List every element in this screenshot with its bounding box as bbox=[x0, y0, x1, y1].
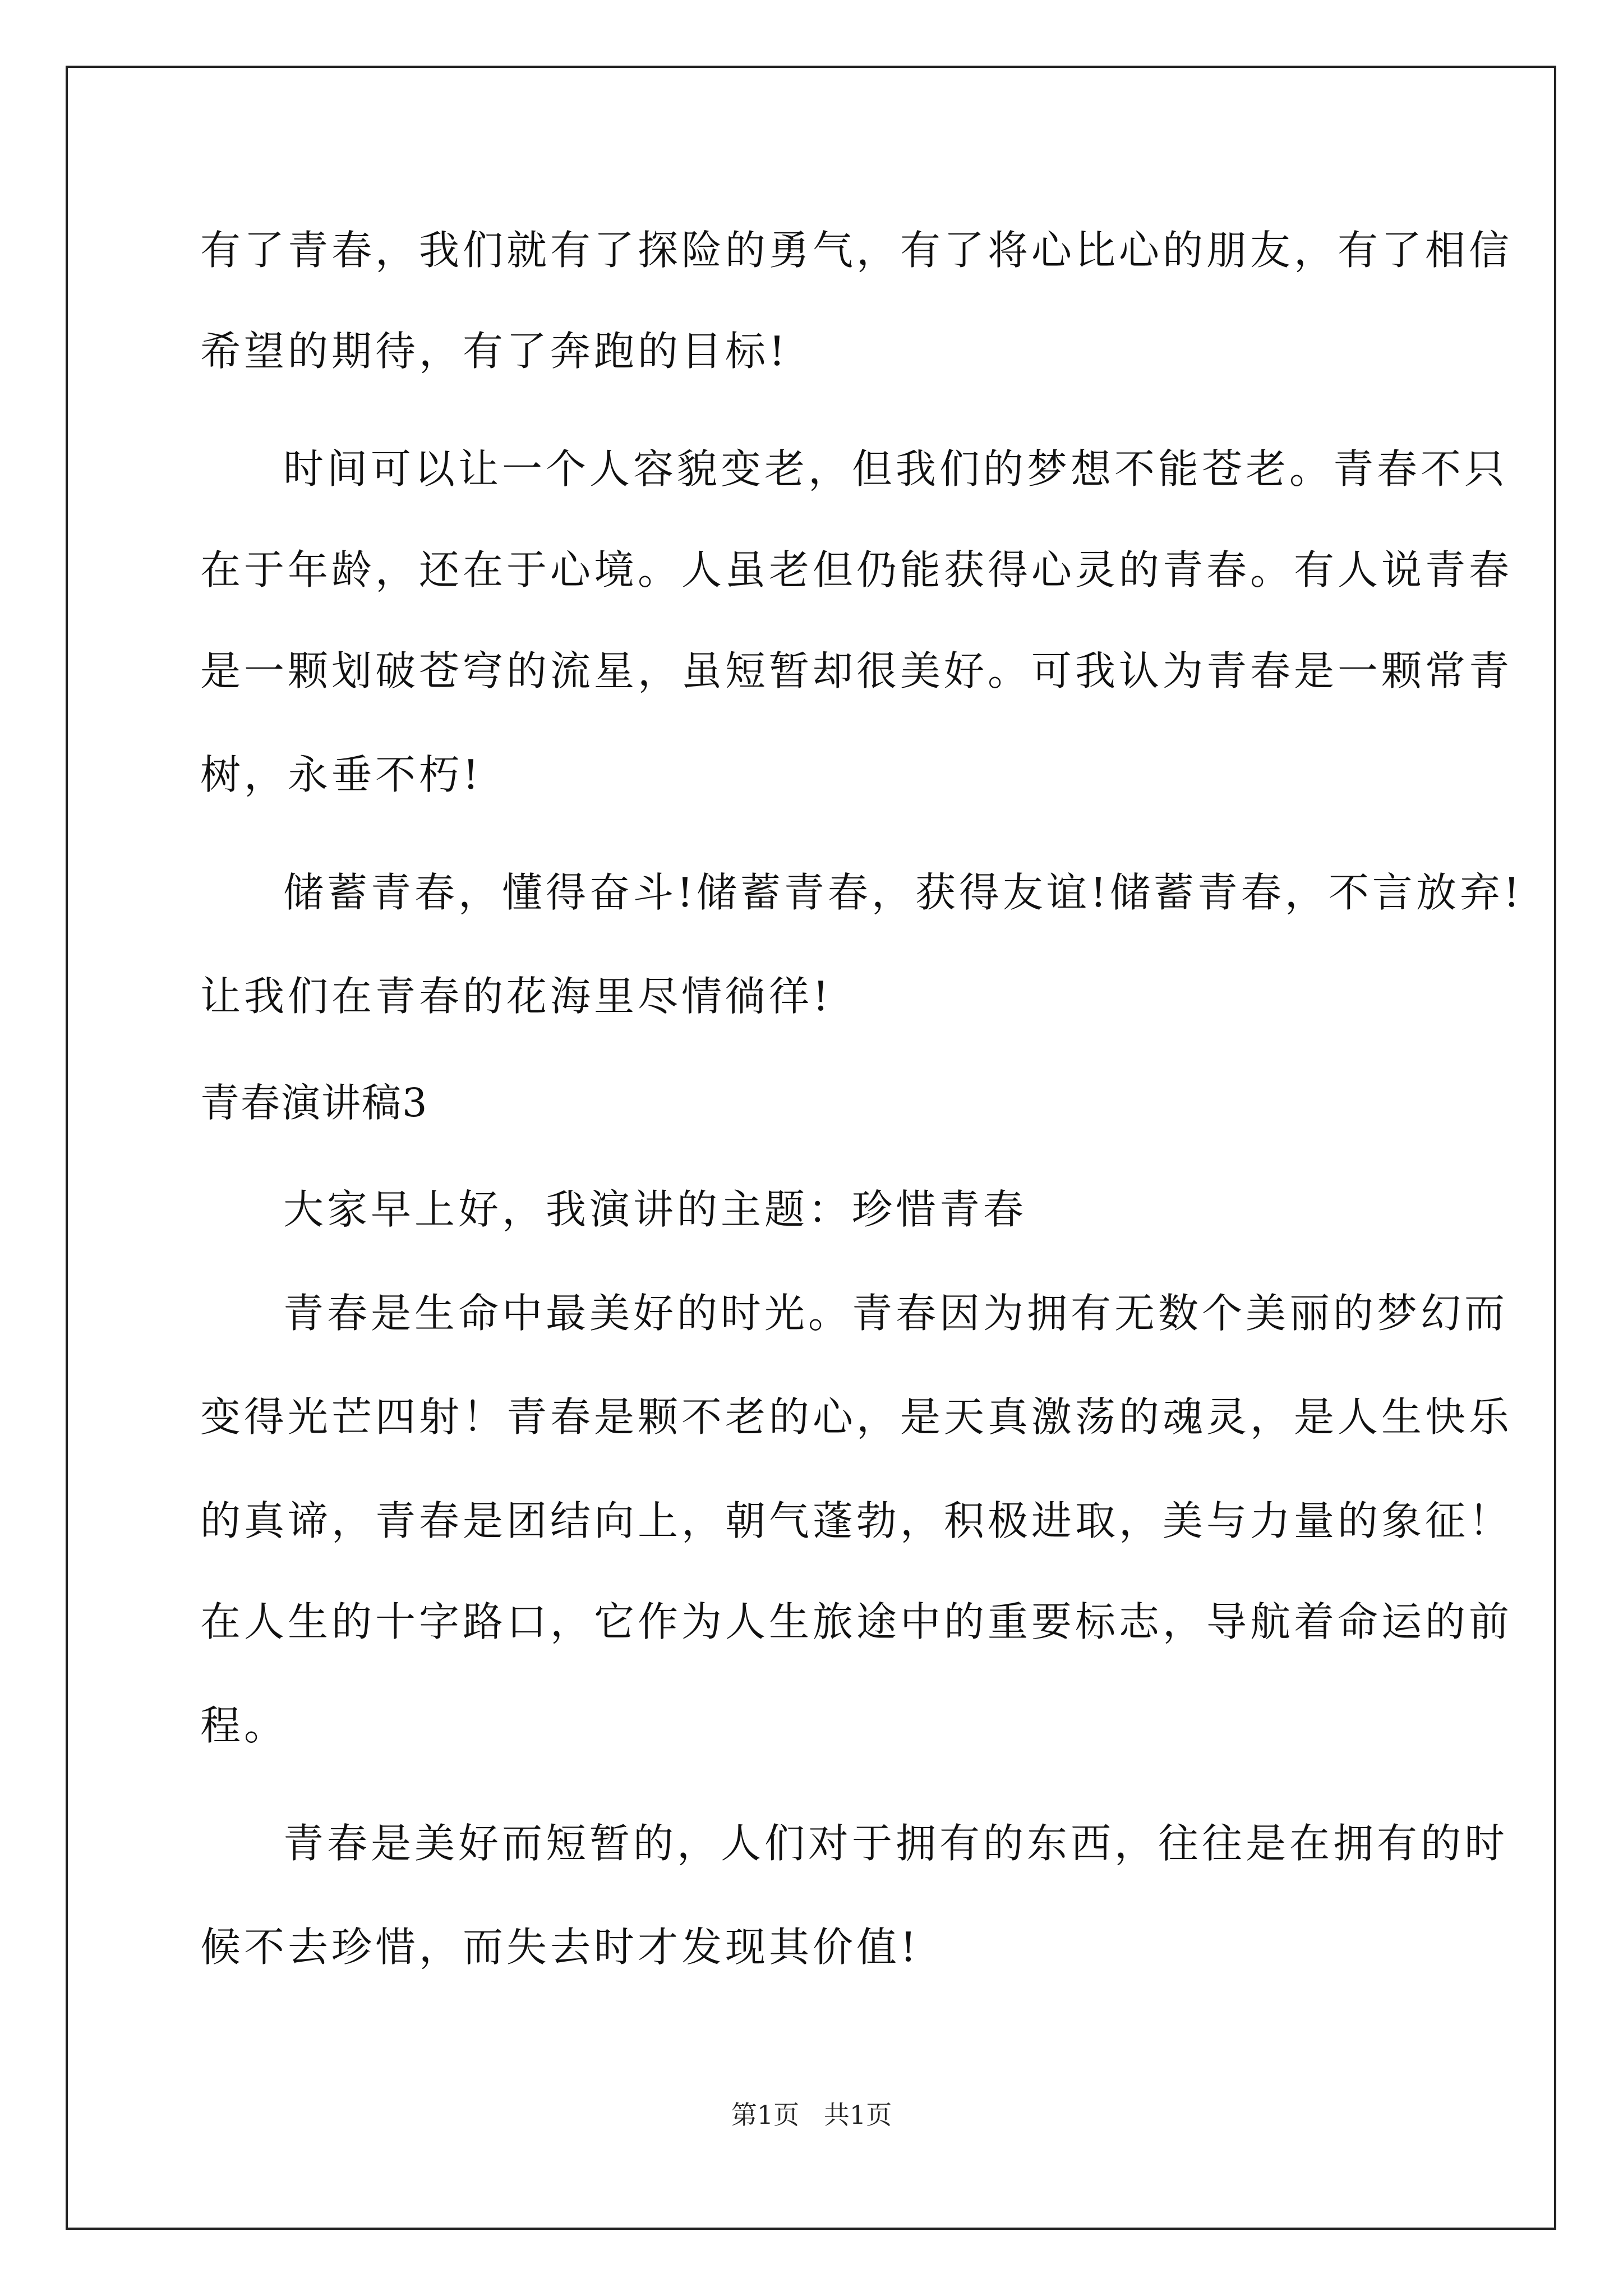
paragraph-1-line-1: 有了青春，我们就有了探险的勇气，有了将心比心的朋友，有了相信 bbox=[200, 227, 1513, 274]
page-number-footer: 第1页 共1页 bbox=[731, 2100, 892, 2130]
paragraph-3-line-1: 储蓄青春，懂得奋斗!储蓄青春，获得友谊!储蓄青春，不言放弃! bbox=[283, 869, 1523, 916]
paragraph-6-line-1: 青春是美好而短暂的，人们对于拥有的东西，往往是在拥有的时 bbox=[283, 1820, 1509, 1867]
section-heading: 青春演讲稿3 bbox=[200, 1080, 428, 1126]
paragraph-3-line-2: 让我们在青春的花海里尽情徜徉! bbox=[200, 973, 832, 1020]
paragraph-2-line-4: 树，永垂不朽! bbox=[200, 751, 482, 798]
paragraph-5-line-5: 程。 bbox=[200, 1702, 288, 1749]
paragraph-4-line-1: 大家早上好，我演讲的主题：珍惜青春 bbox=[283, 1186, 1027, 1233]
paragraph-2-line-2: 在于年龄，还在于心境。人虽老但仍能获得心灵的青春。有人说青春 bbox=[200, 546, 1513, 593]
paragraph-5-line-3: 的真谛，青春是团结向上，朝气蓬勃，积极进取，美与力量的象征！ bbox=[200, 1497, 1513, 1544]
paragraph-5-line-4: 在人生的十字路口，它作为人生旅途中的重要标志，导航着命运的前 bbox=[200, 1598, 1513, 1645]
page-border bbox=[66, 66, 1556, 2230]
paragraph-1-line-2: 希望的期待，有了奔跑的目标! bbox=[200, 328, 789, 375]
paragraph-5-line-1: 青春是生命中最美好的时光。青春因为拥有无数个美丽的梦幻而 bbox=[283, 1290, 1509, 1337]
paragraph-6-line-2: 候不去珍惜，而失去时才发现其价值! bbox=[200, 1924, 920, 1971]
paragraph-2-line-1: 时间可以让一个人容貌变老，但我们的梦想不能苍老。青春不只 bbox=[283, 445, 1509, 493]
paragraph-5-line-2: 变得光芒四射！青春是颗不老的心，是天真激荡的魂灵，是人生快乐 bbox=[200, 1393, 1513, 1441]
paragraph-2-line-3: 是一颗划破苍穹的流星，虽短暂却很美好。可我认为青春是一颗常青 bbox=[200, 647, 1513, 694]
